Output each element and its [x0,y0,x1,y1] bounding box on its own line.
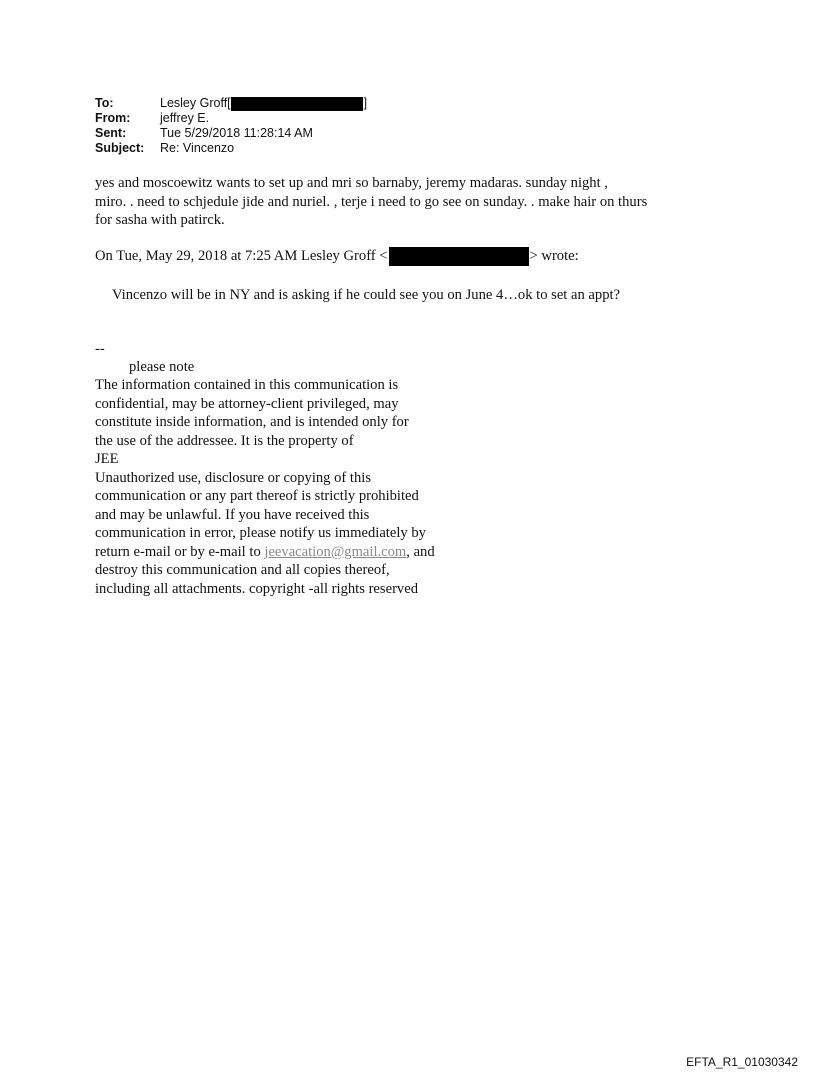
disclaimer-email-line [95,543,495,562]
signature-note: please note [129,359,195,375]
disclaimer-line: including all attachments. copyright -all rights reserved [95,580,418,597]
sent-row [95,126,367,141]
confidentiality-disclaimer [95,376,495,598]
to-label: To: [95,96,114,110]
quote-attribution [95,247,579,266]
email-prefix: return e-mail or by e-mail to [95,543,265,560]
disclaimer-line: Unauthorized use, disclosure or copying of this [95,469,372,486]
redaction-box [389,247,529,266]
disclaimer-line: communication in error, please notify us immediately by [95,525,426,541]
disclaimer-line: confidential, may be attorney-client privileged, may [95,395,399,412]
subject-row [95,141,367,156]
email-suffix: , and [406,543,435,560]
from-row [95,111,367,126]
from-value: jeffrey E. [160,111,210,125]
body-line: for sasha with patirck. [95,212,225,228]
sent-value: Tue 5/29/2018 11:28:14 AM [160,126,313,140]
disclaimer-line: destroy this communication and all copies thereof, [95,562,390,578]
to-row [95,96,367,111]
body-line: yes and moscoewitz wants to set up and mri so barnaby, jeremy madaras. sunday night , [95,175,608,191]
email-link[interactable]: jeevacation@gmail.com [264,543,407,560]
disclaimer-line: The information contained in this communication is [95,377,399,393]
disclaimer-line: the use of the addressee. It is the property of [95,432,354,449]
email-header [95,96,367,156]
redaction-box [231,97,363,111]
disclaimer-line: communication or any part thereof is strictly prohibited [95,488,419,504]
from-label: From: [95,111,131,125]
sent-label: Sent: [95,126,127,140]
to-close-bracket: ] [363,96,368,110]
subject-label: Subject: [95,141,145,155]
document-id: EFTA_R1_01030342 [686,1055,798,1069]
quoted-message: Vincenzo will be in NY and is asking if he could see you on June 4…ok to set an appt? [112,287,621,303]
quote-intro-text: On Tue, May 29, 2018 at 7:25 AM Lesley Groff < [95,248,388,265]
to-value: Lesley Groff[ [160,96,231,110]
subject-value: Re: Vincenzo [160,141,235,155]
message-body [95,174,735,230]
body-line: miro. . need to schjedule jide and nuriel. , terje i need to go see on sunday. . make hair on thurs [95,193,648,210]
quote-intro-suffix: > wrote: [529,248,579,265]
disclaimer-line: and may be unlawful. If you have received this [95,506,370,523]
signature-separator: -- [95,341,105,357]
disclaimer-line: constitute inside information, and is intended only for [95,414,409,430]
disclaimer-line: JEE [95,451,119,467]
